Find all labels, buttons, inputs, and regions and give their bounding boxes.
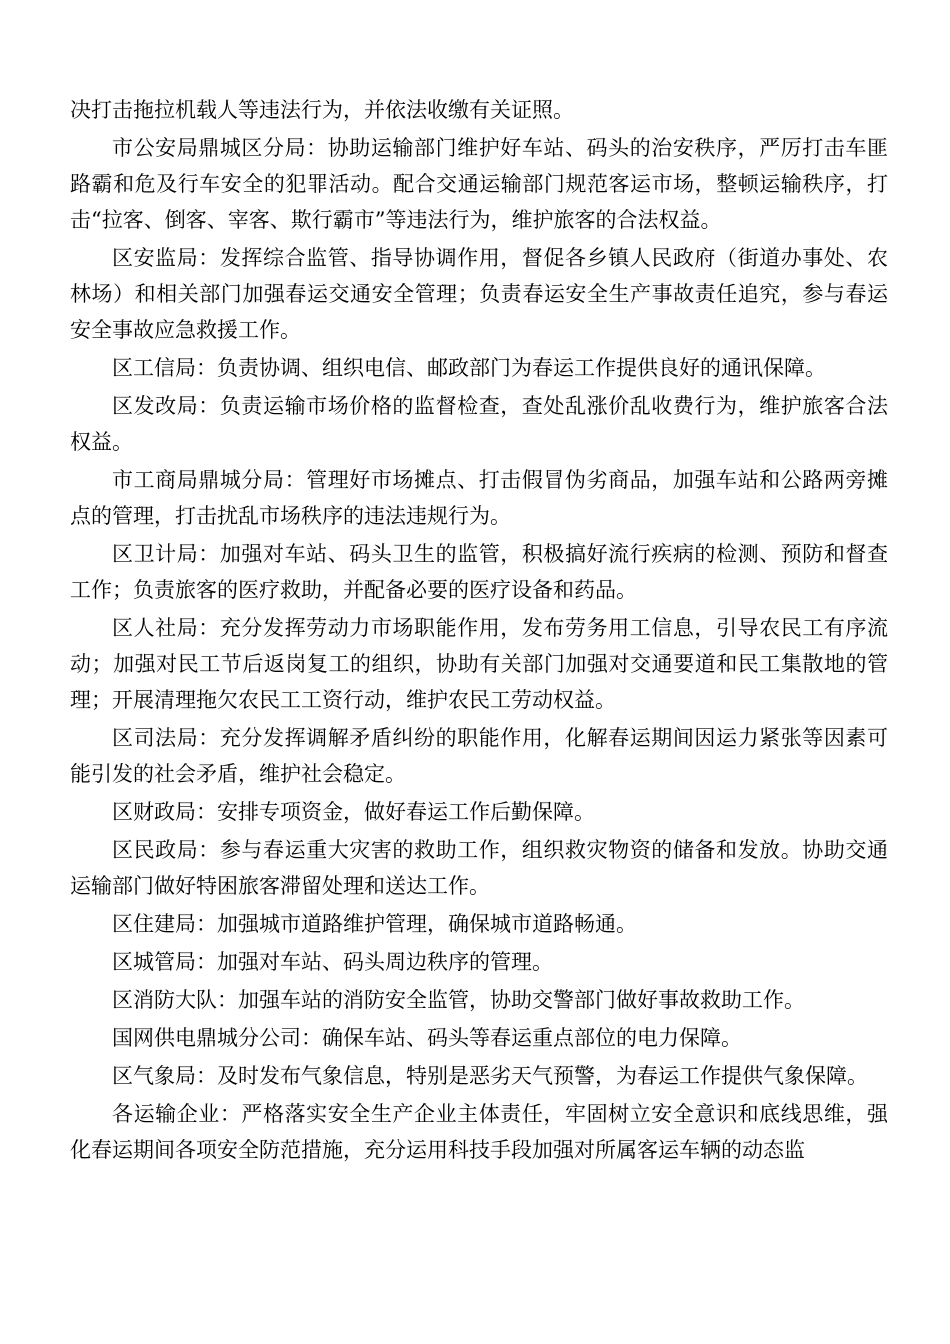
paragraph-housing-construction: 区住建局：加强城市道路维护管理，确保城市道路畅通。 bbox=[112, 912, 637, 936]
paragraph-human-resources: 区人社局：充分发挥劳动力市场职能作用，发布劳务用工信息，引导农民工有序流动；加强对民工节后返岗复工的组织，协助有关部门加强对交通要道和民工集散地的管理；开展清理拖欠农民工工资行动，维护农民工劳动权益。 bbox=[70, 616, 888, 712]
paragraph-industry-info: 区工信局：负责协调、组织电信、邮政部门为春运工作提供良好的通讯保障。 bbox=[112, 356, 826, 380]
paragraph-power-supply: 国网供电鼎城分公司：确保车站、码头等春运重点部位的电力保障。 bbox=[112, 1026, 742, 1050]
paragraph-urban-management: 区城管局：加强对车站、码头周边秩序的管理。 bbox=[112, 950, 553, 974]
paragraph-industry-commerce: 市工商局鼎城分局：管理好市场摊点、打击假冒伪劣商品，加强车站和公路两旁摊点的管理，打击扰乱市场秩序的违法违规行为。 bbox=[70, 468, 888, 528]
paragraph-health: 区卫计局：加强对车站、码头卫生的监管，积极搞好流行疾病的检测、预防和督查工作；负责旅客的医疗救助，并配备必要的医疗设备和药品。 bbox=[70, 542, 888, 602]
paragraph-justice: 区司法局：充分发挥调解矛盾纠纷的职能作用，化解春运期间因运力紧张等因素可能引发的社会矛盾，维护社会稳定。 bbox=[70, 726, 888, 786]
paragraph-continuation: 决打击拖拉机载人等违法行为，并依法收缴有关证照。 bbox=[70, 98, 574, 122]
paragraph-public-security: 市公安局鼎城区分局：协助运输部门维护好车站、码头的治安秩序，严厉打击车匪路霸和危及行车安全的犯罪活动。配合交通运输部门规范客运市场，整顿运输秩序，打击“拉客、倒客、宰客、欺行霸市”等违法行为，维护旅客的合法权益。 bbox=[70, 136, 888, 232]
paragraph-development-reform: 区发改局：负责运输市场价格的监督检查，查处乱涨价乱收费行为，维护旅客合法权益。 bbox=[70, 394, 888, 454]
paragraph-safety-supervision: 区安监局：发挥综合监管、指导协调作用，督促各乡镇人民政府（街道办事处、农林场）和相关部门加强春运交通安全管理；负责春运安全生产事故责任追究，参与春运安全事故应急救援工作。 bbox=[70, 246, 888, 342]
paragraph-finance: 区财政局：安排专项资金，做好春运工作后勤保障。 bbox=[112, 800, 595, 824]
paragraph-transport-enterprises: 各运输企业：严格落实安全生产企业主体责任，牢固树立安全意识和底线思维，强化春运期间各项安全防范措施，充分运用科技手段加强对所属客运车辆的动态监 bbox=[70, 1102, 888, 1162]
paragraph-meteorology: 区气象局：及时发布气象信息，特别是恶劣天气预警，为春运工作提供气象保障。 bbox=[112, 1064, 868, 1088]
document-page bbox=[70, 92, 888, 1170]
paragraph-civil-affairs: 区民政局：参与春运重大灾害的救助工作，组织救灾物资的储备和发放。协助交通运输部门做好特困旅客滞留处理和送达工作。 bbox=[70, 838, 888, 898]
paragraph-fire-brigade: 区消防大队：加强车站的消防安全监管，协助交警部门做好事故救助工作。 bbox=[112, 988, 805, 1012]
